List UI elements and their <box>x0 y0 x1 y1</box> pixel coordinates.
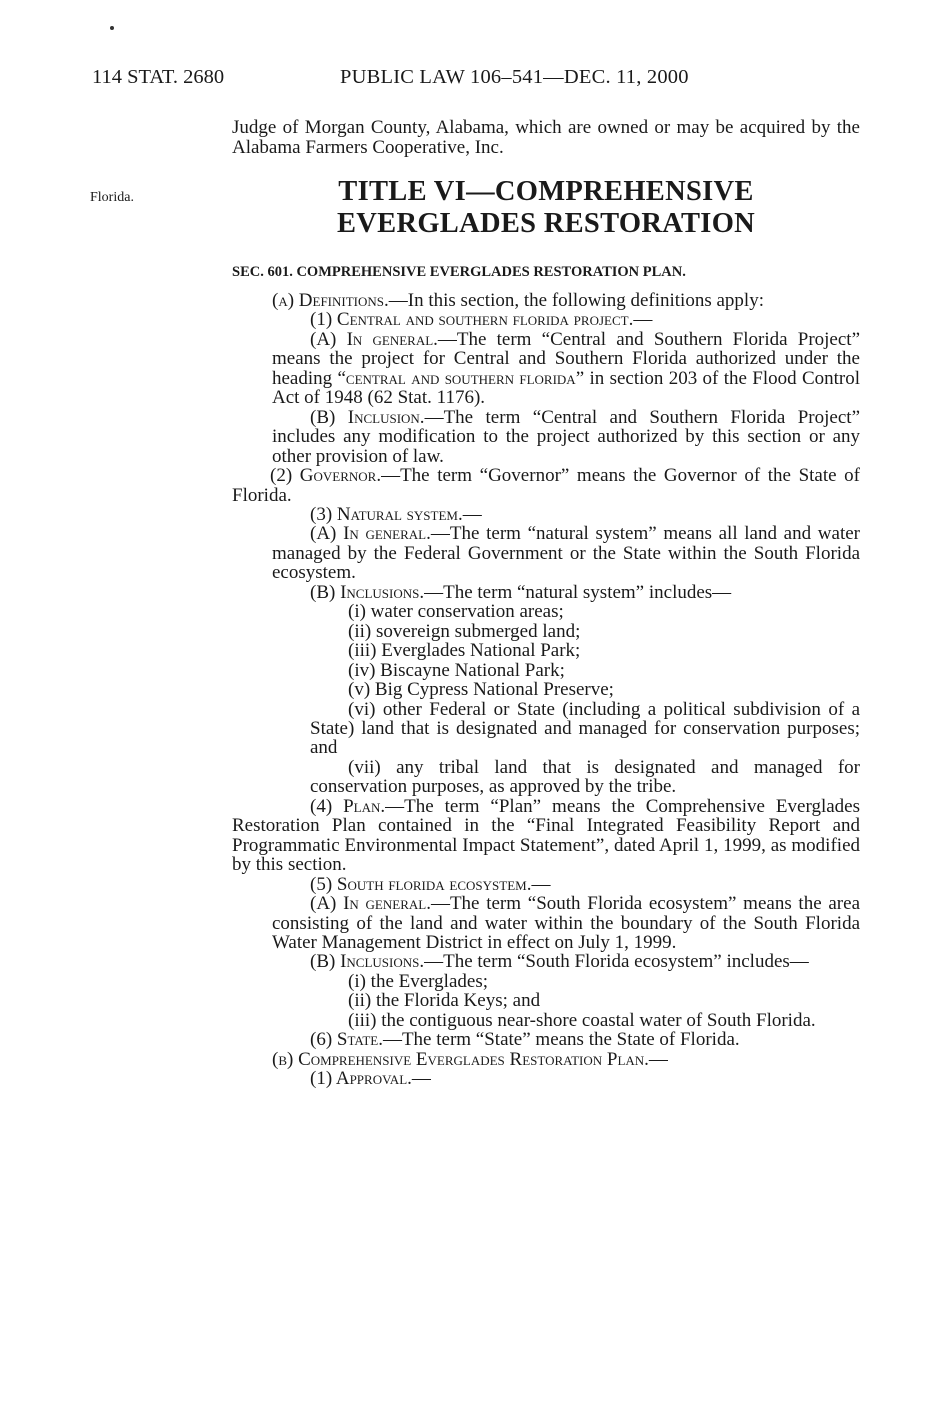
subsection-a-label: (a) Definitions. <box>272 290 389 311</box>
definition-4-label: (4) Plan. <box>310 795 386 817</box>
definition-1A-label: (A) In general. <box>310 328 438 350</box>
definition-3B-item: (v) Big Cypress National Preserve; <box>348 679 614 701</box>
running-header <box>92 66 887 94</box>
section-heading: SEC. 601. COMPREHENSIVE EVERGLADES RESTORATION PLAN. <box>232 264 686 280</box>
definition-5B-text: —The term “South Florida ecosystem” includes— <box>424 951 809 973</box>
definition-3B-item: (i) water conservation areas; <box>348 601 564 623</box>
definition-5B <box>232 952 860 971</box>
continued-paragraph: Judge of Morgan County, Alabama, which are owned or may be acquired by the Alabama Farmers Cooperative, Inc. <box>232 117 860 158</box>
title-line-1: TITLE VI—COMPREHENSIVE <box>338 176 754 207</box>
definition-3B-item: (vi) other Federal or State (including a political subdivision of a State) land that is designated and managed for conservation purposes; and <box>310 698 860 759</box>
definition-1A <box>232 330 860 408</box>
definition-5B-label: (B) Inclusions. <box>310 951 425 973</box>
definition-3B-text: —The term “natural system” includes— <box>424 581 732 603</box>
definition-1-heading <box>232 310 860 329</box>
definition-1A-text: —The term “Central and Southern Florida Project” means the project for Central and Southern Florida authorized under the heading “ <box>272 328 861 389</box>
definition-3B-item: (vii) any tribal land that is designated and managed for conservation purposes, as approved by the tribe. <box>310 756 860 798</box>
definition-2-text: —The term “Governor” means the Governor of the State of Florida. <box>232 465 860 506</box>
definition-1B-label: (B) Inclusion. <box>310 406 425 428</box>
definition-6 <box>232 1030 860 1049</box>
definition-5A-text: —The term “South Florida ecosystem” means the area consisting of the land and water within the boundary of the South Florida Water Management District in effect on July 1, 1999. <box>272 893 860 953</box>
title-heading <box>232 176 860 240</box>
definition-5B-item: (iii) the contiguous near-shore coastal water of South Florida. <box>348 1009 816 1031</box>
definition-3A <box>232 524 860 582</box>
definition-6-label: (6) State. <box>310 1029 383 1051</box>
definition-5A <box>232 894 860 952</box>
definition-6-text: —The term “State” means the State of Florida. <box>382 1029 740 1051</box>
definition-1A-smallcaps: central and southern florida <box>345 367 576 389</box>
definition-3B-item: (ii) sovereign submerged land; <box>348 620 581 642</box>
subsection-a <box>232 291 860 310</box>
paragraph-b1-label: (1) Approval.— <box>310 1068 431 1090</box>
definition-5-heading <box>232 875 860 894</box>
definition-3-label: (3) Natural system.— <box>310 503 482 525</box>
definition-1B-text: —The term “Central and Southern Florida Project” includes any modification to the project authorized by this section or any other provision of law. <box>272 406 860 467</box>
definition-4 <box>232 797 860 875</box>
scan-speck <box>110 26 114 30</box>
definition-5B-item: (ii) the Florida Keys; and <box>348 990 541 1012</box>
margin-note: Florida. <box>90 190 134 205</box>
definition-1B <box>232 408 860 466</box>
definition-1-label: (1) Central and southern florida project.— <box>310 309 653 331</box>
definition-3A-text: —The term “natural system” means all land and water managed by the Federal Government or the State within the South Florida ecosystem. <box>272 523 860 584</box>
section-body <box>232 291 860 1089</box>
subsection-b-label: (b) Comprehensive Everglades Restoration Plan.— <box>272 1048 668 1070</box>
title-line-2: EVERGLADES RESTORATION <box>336 208 756 239</box>
definition-3-heading <box>232 505 860 524</box>
definition-3B-label: (B) Inclusions. <box>310 581 425 603</box>
paragraph-b1 <box>232 1069 860 1088</box>
subsection-a-text: —In this section, the following definitions apply: <box>388 290 764 311</box>
definition-3B-item: (iii) Everglades National Park; <box>348 640 581 662</box>
definition-5B-item: (i) the Everglades; <box>348 970 488 992</box>
public-law-reference: PUBLIC LAW 106–541—DEC. 11, 2000 <box>340 66 689 88</box>
definition-1A-text-end: ” in section 203 of the Flood Control Act of 1948 (62 Stat. 1176). <box>272 367 861 409</box>
definition-5-label: (5) South florida ecosystem.— <box>310 873 551 895</box>
definition-2 <box>192 466 860 505</box>
definition-3B <box>232 583 860 602</box>
stat-page-reference: 114 STAT. 2680 <box>92 66 225 88</box>
definition-4-text: —The term “Plan” means the Comprehensive Everglades Restoration Plan contained in the “Final Integrated Feasibility Report and Programmatic Environmental Impact Statement”, dated April 1, 1999, as modified by this section. <box>232 795 860 876</box>
definition-5A-label: (A) In general. <box>310 893 431 915</box>
definition-3A-label: (A) In general. <box>310 523 431 545</box>
definition-3B-item: (iv) Biscayne National Park; <box>348 659 565 681</box>
definition-2-label: (2) Governor. <box>270 465 382 487</box>
subsection-b <box>232 1050 860 1069</box>
